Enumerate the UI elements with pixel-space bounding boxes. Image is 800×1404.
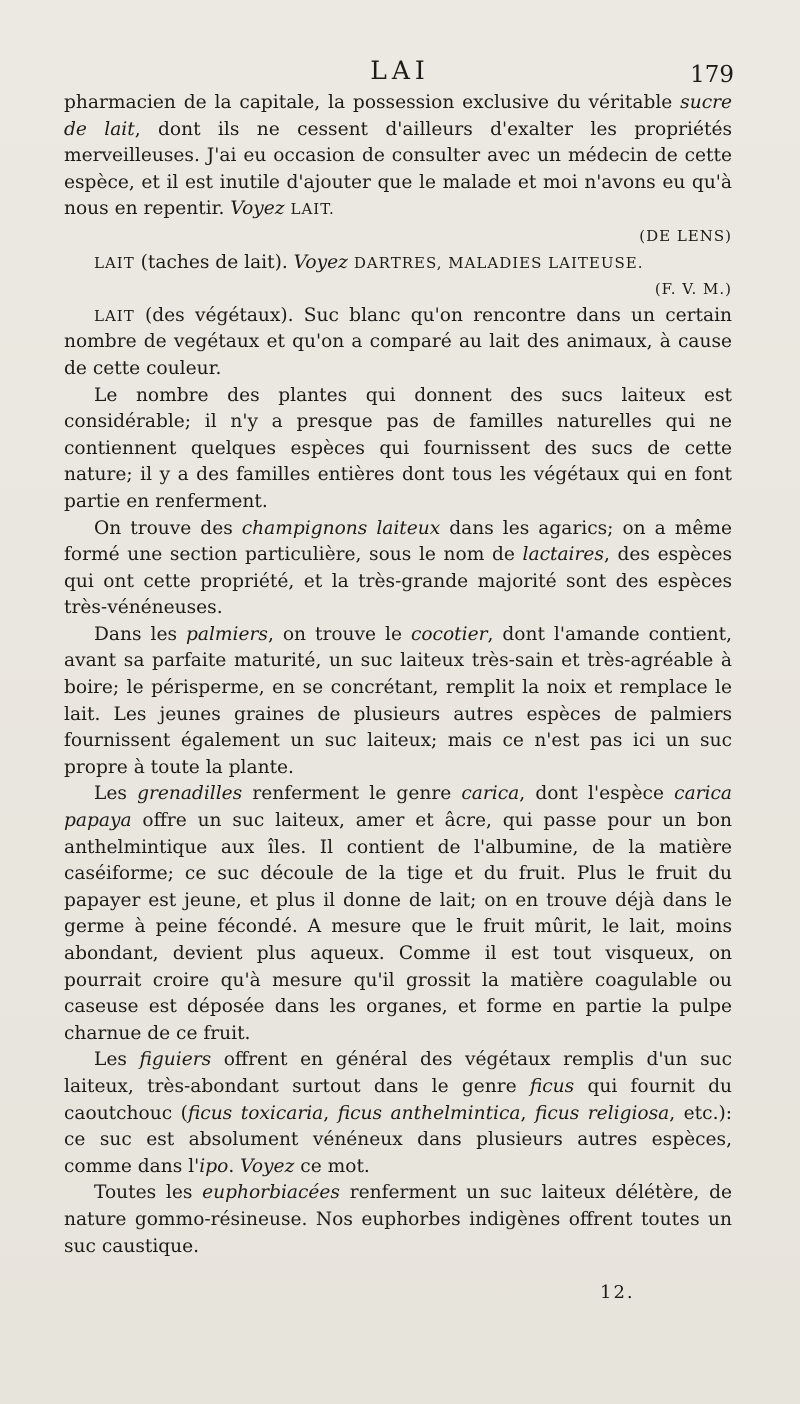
paragraph: Toutes les euphorbiacées renferment un suc laiteux délétère, de nature gommo-résineuse. Nos euphorbes indigènes offrent toutes un suc caustique.: [64, 1182, 732, 1257]
paragraph: Dans les palmiers, on trouve le cocotier, dont l'amande contient, avant sa parfaite maturité, un suc laiteux très-sain et très-agréable à boire; le périsperme, en se concrétant, remplit la noix et remplace le lait. Les jeunes graines de plusieurs autres espèces de palmiers fournissent également un suc laiteux; mais ce n'est pas ici un suc propre à toute la plante.: [64, 623, 732, 778]
paragraph: Les grenadilles renferment le genre carica, dont l'espèce carica papaya offre un suc laiteux, amer et âcre, qui passe pour un bon anthelmintique aux îles. Il contient de l'albumine, de la matière caséiforme; ce suc découle de la tige et du fruit. Plus le fruit du papayer est jeune, et plus il donne de lait; on en trouve déjà dans le germe à peine fécondé. A mesure que le fruit mûrit, le lait, moins abondant, devient plus aqueux. Comme il est tout visqueux, on pourrait croire qu'à mesure qu'il grossit la matière coagulable ou caseuse est déposée dans les organes, et forme en partie la pulpe charnue de ce fruit.: [64, 783, 732, 1044]
paragraph: Les figuiers offrent en général des végétaux remplis d'un suc laiteux, très-abondant surtout dans le genre ficus qui fournit du caoutchouc (ficus toxicaria, ficus anthelmintica, ficus religiosa, etc.): ce suc est absolument vénéneux dans plusieurs autres espèces, comme dans l'ipo. Voyez ce mot.: [64, 1049, 732, 1177]
entry-lait-taches: LAIT (taches de lait). Voyez DARTRES, MALADIES LAITEUSE.: [94, 251, 644, 273]
paragraph: Le nombre des plantes qui donnent des sucs laiteux est considérable; il n'y a presque pas de familles naturelles qui ne contiennent quelques espèces qui fournissent des sucs de cette nature; il y a des familles entières dont tous les végétaux qui en font partie en renferment.: [64, 384, 732, 512]
running-head: LAI: [370, 56, 430, 85]
signature-mark: 12.: [600, 1282, 635, 1303]
paragraph-continuation: pharmacien de la capitale, la possession exclusive du véritable sucre de lait, dont ils ne cessent d'ailleurs d'exalter les propriétés merveilleuses. J'ai eu occasion de consulter avec un médecin de cette espèce, et il est inutile d'ajouter que le malade et moi n'avons eu qu'à nous en repentir. Voyez LAIT.: [64, 92, 732, 220]
page-body: [64, 90, 732, 1260]
entry-lait-vegetaux: LAIT (des végétaux). Suc blanc qu'on rencontre dans un certain nombre de vegétaux et qu'on a comparé au lait des animaux, à cause de cette couleur.: [64, 304, 732, 379]
author-signature: (F. V. M.): [654, 280, 732, 299]
author-signature: (DE LENS): [639, 226, 732, 245]
page-number: 179: [690, 62, 734, 88]
paragraph: On trouve des champignons laiteux dans les agarics; on a même formé une section particulière, sous le nom de lactaires, des espèces qui ont cette propriété, et la très-grande majorité sont des espèces très-vénéneuses.: [64, 517, 733, 619]
